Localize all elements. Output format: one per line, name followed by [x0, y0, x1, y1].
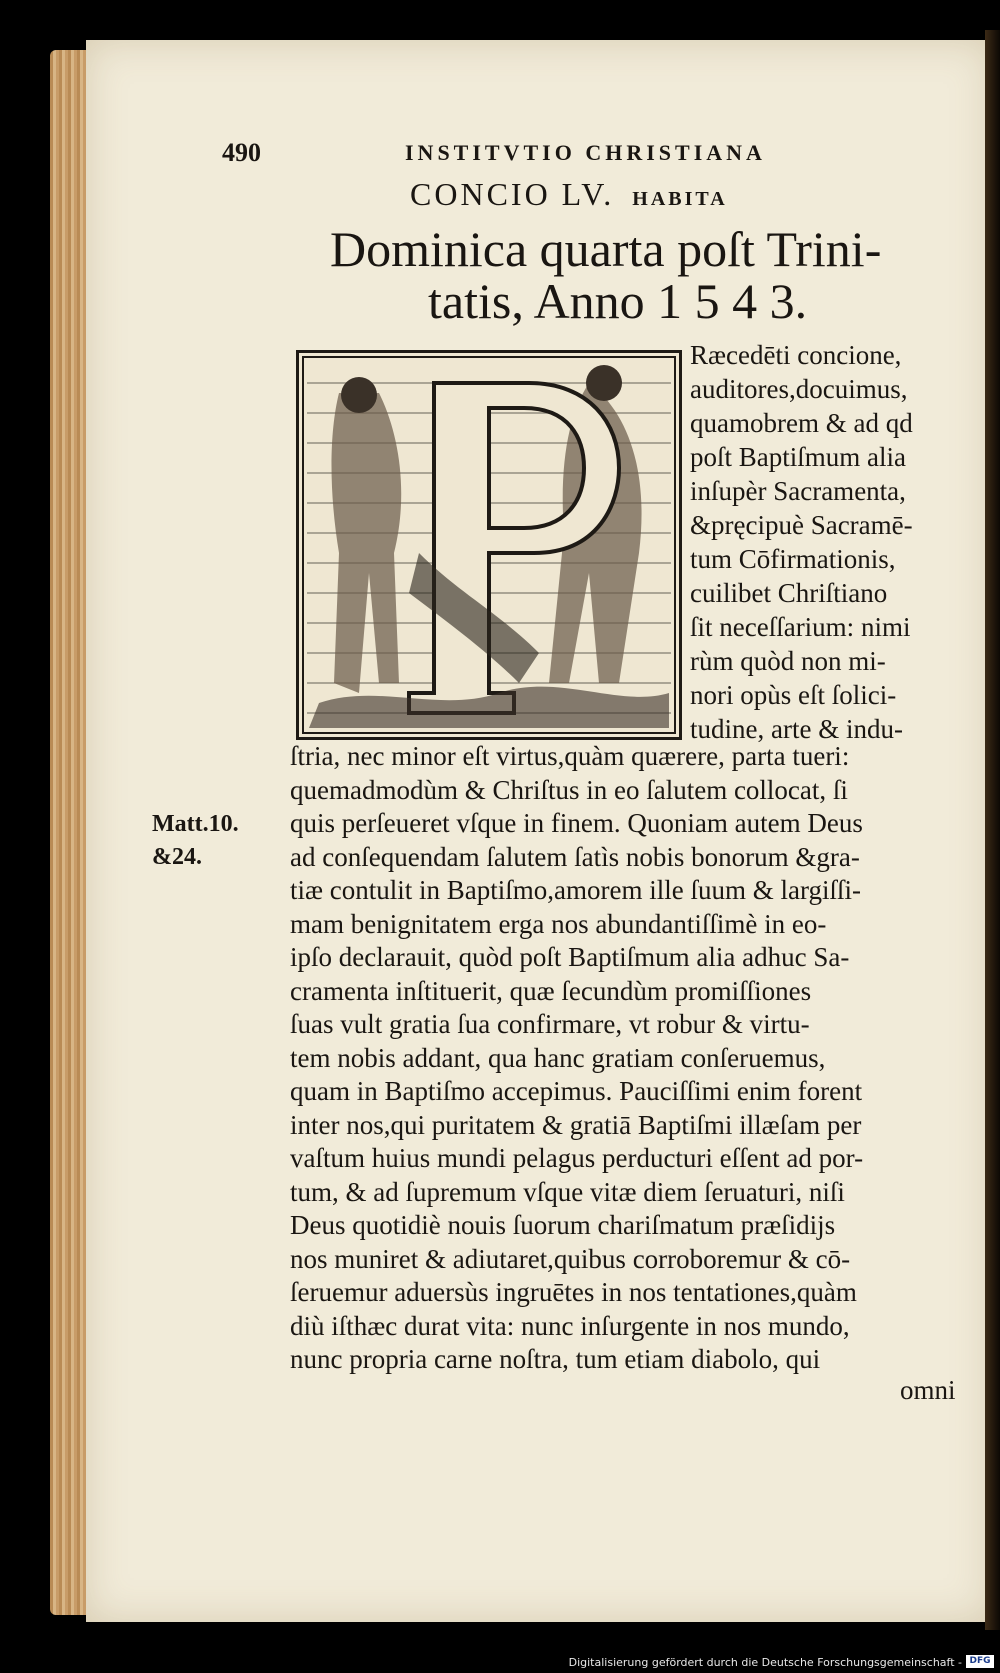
- text-line: auditores,docuimus,: [690, 374, 908, 404]
- text-line: quam in Baptiſmo accepimus. Pauciſſimi enim forent: [290, 1076, 863, 1106]
- sermon-title-line1: [410, 176, 728, 213]
- text-line: tiæ contulit in Baptiſmo,amorem ille ſuum & largiſſi-: [290, 875, 861, 905]
- text-line: poſt Baptiſmum alia: [690, 442, 906, 472]
- text-line: ipſo declarauit, quòd poſt Baptiſmum alia adhuc Sa-: [290, 942, 850, 972]
- sermon-title-line3: tatis, Anno 1 5 4 3.: [428, 273, 808, 329]
- footer-credit: Digitalisierung gefördert durch die Deutsche Forschungsgemeinschaft -: [568, 1656, 962, 1669]
- text-line: inter nos,qui puritatem & gratiā Baptiſmi illæſam per: [290, 1109, 862, 1140]
- text-line: tum Cōfirmationis,: [690, 544, 896, 574]
- running-head: INSTITVTIO CHRISTIANA: [405, 140, 766, 165]
- book-fore-edge: [50, 50, 90, 1615]
- woodcut-initial-P-icon: [296, 350, 682, 740]
- text-line: rùm quòd non mi-: [690, 646, 886, 676]
- marginal-note: [152, 808, 239, 874]
- text-line: cramenta inſtituerit, quæ ſecundùm promiſſiones: [290, 975, 812, 1006]
- marginal-note-line: Matt.10.: [152, 811, 239, 837]
- marginal-note-line: &24.: [152, 844, 202, 870]
- wide-text-block: [290, 740, 970, 1377]
- text-line: mam benignitatem erga nos abundantiſſimè in eo-: [290, 908, 827, 939]
- text-line: ſtria, nec minor eſt virtus,quàm quærere, parta tueri:: [290, 741, 850, 771]
- text-line: quis perſeueret vſque in finem. Quoniam autem Deus: [290, 808, 863, 838]
- sermon-number: CONCIO LV.: [410, 176, 615, 212]
- text-line: ſeruemur aduersùs ingruētes in nos tentationes,quàm: [290, 1277, 857, 1307]
- text-line: nunc propria carne noſtra, tum etiam diabolo, qui: [290, 1344, 821, 1374]
- text-line: vaſtum huius mundi pelagus perducturi eſſent ad por-: [290, 1143, 864, 1173]
- text-line: ſit neceſſarium: nimi: [690, 612, 911, 642]
- narrow-text-block: [690, 338, 960, 746]
- text-line: tem nobis addant, qua hanc gratiam conſeruemus,: [290, 1042, 826, 1073]
- text-line: tudine, arte & indu-: [690, 714, 903, 744]
- catchword: omni: [900, 1375, 956, 1405]
- text-line: quemadmodùm & Chriſtus in eo ſalutem collocat, ſi: [290, 774, 848, 805]
- text-line: &pręcipuè Sacramē-: [690, 510, 913, 540]
- text-line: nos muniret & adiutaret,quibus corroboremur & cō-: [290, 1243, 851, 1274]
- text-line: Deus quotidiè nouis ſuorum chariſmatum præſidijs: [290, 1210, 836, 1240]
- text-line: ad conſequendam ſalutem ſatìs nobis bonorum &gra-: [290, 841, 860, 872]
- text-line: cuilibet Chriſtiano: [690, 578, 888, 608]
- text-line: diù iſthæc durat vita: nunc inſurgente in nos mundo,: [290, 1310, 850, 1341]
- sermon-habita: HABITA: [632, 188, 728, 210]
- page-number: 490: [222, 138, 261, 167]
- sermon-title-line2: Dominica quarta poſt Trini-: [330, 221, 882, 277]
- book-gutter: [985, 30, 1000, 1630]
- text-line: inſupèr Sacramenta,: [690, 476, 906, 506]
- dfg-logo-icon: DFG: [966, 1655, 994, 1668]
- text-line: ſuas vult gratia ſua confirmare, vt robur & virtu-: [290, 1009, 810, 1039]
- text-line: quamobrem & ad qd: [690, 408, 913, 438]
- text-line: Ræcedēti concione,: [690, 340, 902, 370]
- text-line: nori opùs eſt ſolici-: [690, 680, 897, 710]
- text-line: tum, & ad ſupremum vſque vitæ diem ſeruaturi, niſi: [290, 1176, 845, 1207]
